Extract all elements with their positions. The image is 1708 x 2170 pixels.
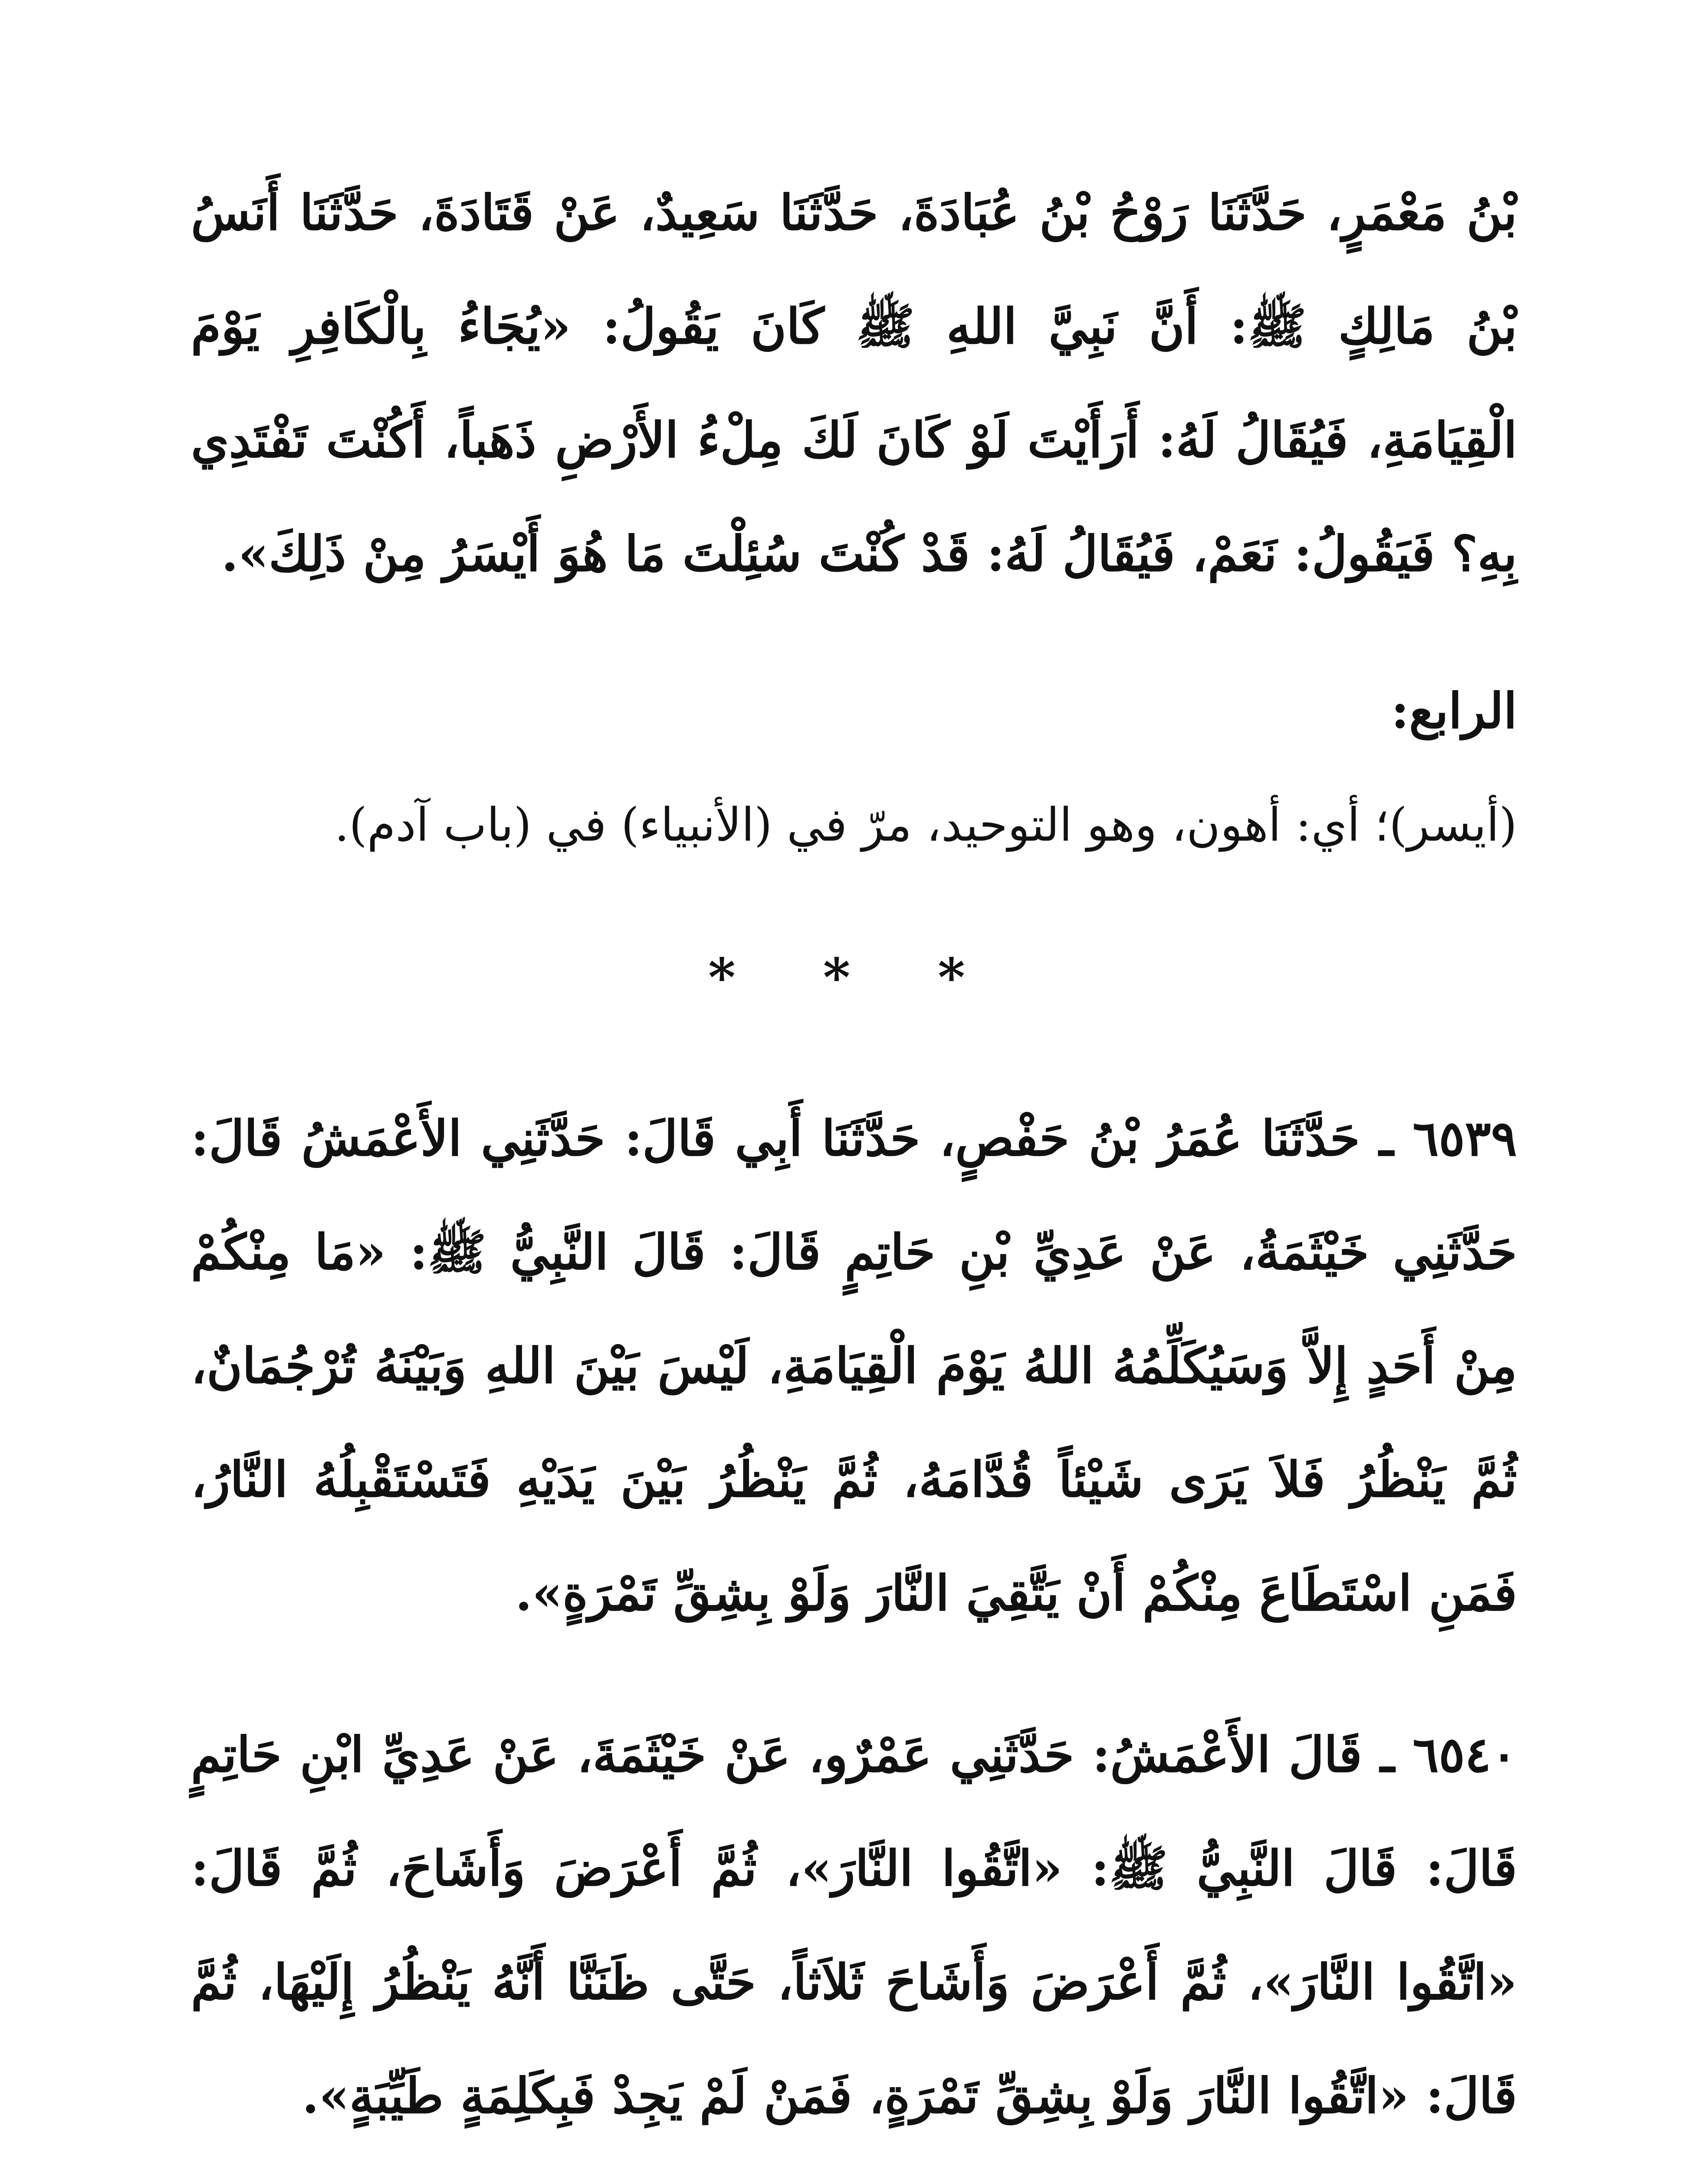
- hadith-6540: ٦٥٤٠ ـ قَالَ الأَعْمَشُ: حَدَّثَنِي عَمْرٌو، عَنْ خَيْثَمَةَ، عَنْ عَدِيِّ ابْنِ حَاتِمٍ قَالَ: قَالَ النَّبِيُّ ﷺ: «اتَّقُوا النَّارَ»، ثُمَّ أَعْرَضَ وَأَشَاحَ، ثُمَّ قَالَ: «اتَّقُوا النَّارَ»، ثُمَّ أَعْرَضَ وَأَشَاحَ ثَلاَثاً، حَتَّى ظَنَنَّا أَنَّهُ يَنْظُرُ إِلَيْهَا، ثُمَّ قَالَ: «اتَّقُوا النَّارَ وَلَوْ بِشِقِّ تَمْرَةٍ، فَمَنْ لَمْ يَجِدْ فَبِكَلِمَةٍ طَيِّبَةٍ».: [191, 1726, 1517, 2124]
- paragraph-gap: [191, 1651, 1517, 1698]
- hadith-6539: ٦٥٣٩ ـ حَدَّثَنَا عُمَرُ بْنُ حَفْصٍ، حَدَّثَنَا أَبِي قَالَ: حَدَّثَنِي الأَعْمَشُ قَالَ: حَدَّثَنِي خَيْثَمَةُ، عَنْ عَدِيِّ بْنِ حَاتِمٍ قَالَ: قَالَ النَّبِيُّ ﷺ: «مَا مِنْكُمْ مِنْ أَحَدٍ إِلاَّ وَسَيُكَلِّمُهُ اللهُ يَوْمَ الْقِيَامَةِ، لَيْسَ بَيْنَ اللهِ وَبَيْنَهُ تُرْجُمَانٌ، ثُمَّ يَنْظُرُ فَلاَ يَرَى شَيْئاً قُدَّامَهُ، ثُمَّ يَنْظُرُ بَيْنَ يَدَيْهِ فَتَسْتَقْبِلُهُ النَّارُ، فَمَنِ اسْتَطَاعَ مِنْكُمْ أَنْ يَتَّقِيَ النَّارَ وَلَوْ بِشِقِّ تَمْرَةٍ».: [191, 1110, 1517, 1622]
- commentary-note: (أيسر)؛ أي: أهون، وهو التوحيد، مرّ في (الأنبياء) في (باب آدم).: [334, 798, 1517, 852]
- hadith-continuation: بْنُ مَعْمَرٍ، حَدَّثَنَا رَوْحُ بْنُ عُبَادَةَ، حَدَّثَنَا سَعِيدٌ، عَنْ قَتَادَةَ، حَدَّثَنَا أَنَسُ بْنُ مَالِكٍ ﷺ: أَنَّ نَبِيَّ اللهِ ﷺ كَانَ يَقُولُ: «يُجَاءُ بِالْكَافِرِ يَوْمَ الْقِيَامَةِ، فَيُقَالُ لَهُ: أَرَأَيْتَ لَوْ كَانَ لَكَ مِلْءُ الأَرْضِ ذَهَباً، أَكُنْتَ تَفْتَدِي بِهِ؟ فَيَقُولُ: نَعَمْ، فَيُقَالُ لَهُ: قَدْ كُنْتَ سُئِلْتَ مَا هُوَ أَيْسَرُ مِنْ ذَلِكَ».: [191, 184, 1517, 582]
- section-separator: * * *: [708, 947, 1000, 1008]
- page-content: [191, 156, 1517, 2153]
- section-heading-commentary: الرابع:: [1391, 683, 1517, 740]
